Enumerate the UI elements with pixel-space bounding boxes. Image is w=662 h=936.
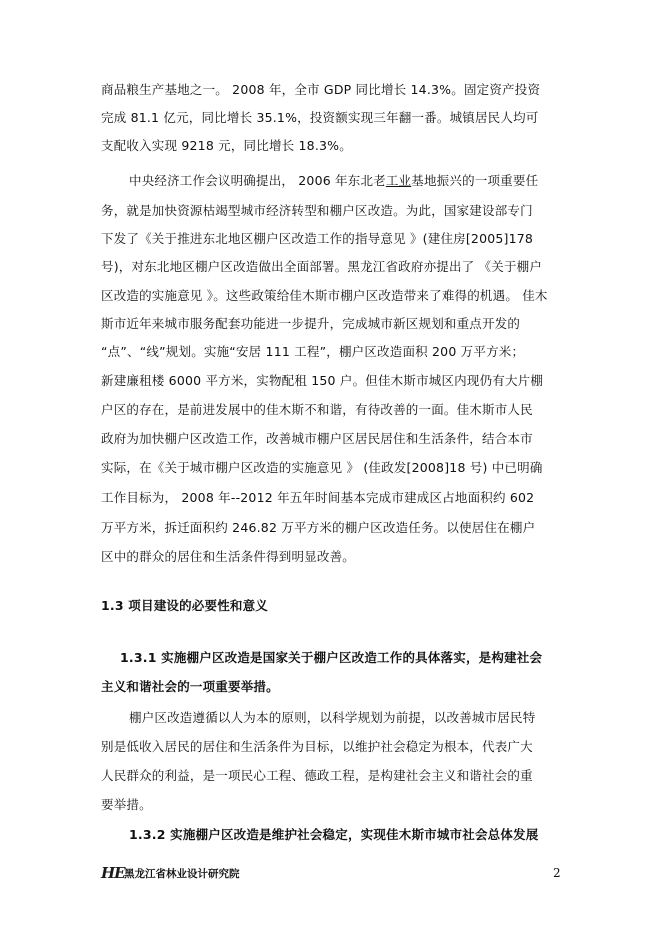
paragraph-line: 完成 81.1 亿元，同比增长 35.1%，投资额实现三年翻一番。城镇居民人均可 bbox=[101, 110, 539, 125]
paragraph-line: 要举措。 bbox=[101, 797, 152, 812]
text-span: 中央经济工作会议明确提出， 2006 年东北老 bbox=[129, 173, 386, 188]
paragraph-line: 户区的存在，是前进发展中的佳木斯不和谐，有待改善的一面。佳木斯市人民 bbox=[101, 402, 533, 417]
paragraph-line: 政府为加快棚户区改造工作，改善城市棚户区居民居住和生活条件，结合本市 bbox=[101, 431, 533, 446]
paragraph-line: 支配收入实现 9218 元，同比增长 18.3%。 bbox=[101, 138, 352, 153]
paragraph-line: “点”、“线”规划。实施“安居 111 工程”，棚户区改造面积 200 万平方米； bbox=[101, 344, 525, 359]
paragraph-line: 新建廉租楼 6000 平方米，实物配租 150 户。但佳木斯市城区内现仍有大片棚 bbox=[101, 373, 544, 388]
paragraph-line: 别是低收入居民的居住和生活条件为目标，以维护社会稳定为根本，代表广大 bbox=[101, 739, 533, 754]
page-number: 2 bbox=[553, 866, 561, 880]
subsection-heading: 主义和谐社会的一项重要举措。 bbox=[101, 679, 279, 694]
paragraph-line: 人民群众的利益，是一项民心工程、德政工程，是构建社会主义和谐社会的重 bbox=[101, 768, 533, 783]
section-heading: 1.3 项目建设的必要性和意义 bbox=[101, 598, 268, 613]
paragraph-line: 区改造的实施意见 》。这些政策给佳木斯市棚户区改造带来了难得的机遇。 佳木 bbox=[101, 288, 548, 303]
footer-organization: 黑龙江省林业设计研究院 bbox=[124, 868, 240, 880]
subsection-heading: 1.3.1 实施棚户区改造是国家关于棚户区改造工作的具体落实，是构建社会 bbox=[120, 650, 543, 665]
paragraph-line: 实际，在《关于城市棚户区改造的实施意见 》 (佳政发[2008]18 号) 中已明确 bbox=[101, 460, 543, 475]
paragraph-line: 下发了《关于推进东北地区棚户区改造工作的指导意见 》(建住房[2005]178 bbox=[101, 231, 534, 246]
subsection-heading: 1.3.2 实施棚户区改造是维护社会稳定，实现佳木斯市城市社会总体发展 bbox=[129, 827, 539, 842]
text-span: 基地振兴的一项重要任 bbox=[411, 173, 539, 188]
paragraph-line: 棚户区改造遵循以人为本的原则，以科学规划为前提，以改善城市居民特 bbox=[129, 710, 536, 725]
underlined-term: 工业 bbox=[385, 173, 412, 188]
paragraph-line: 斯市近年来城市服务配套功能进一步提升，完成城市新区规划和重点开发的 bbox=[101, 316, 521, 331]
institute-logo: HE bbox=[101, 864, 125, 882]
paragraph-line: 区中的群众的居住和生活条件得到明显改善。 bbox=[101, 549, 356, 564]
paragraph-line: 号)，对东北地区棚户区改造做出全面部署。黑龙江省政府亦提出了 《关于棚户 bbox=[101, 259, 543, 274]
paragraph-line bbox=[129, 173, 538, 189]
paragraph-line: 工作目标为， 2008 年--2012 年五年时间基本完成市建成区占地面积约 602 bbox=[101, 490, 535, 505]
paragraph-line: 万平方米，拆迁面积约 246.82 万平方米的棚户区改造任务。以使居住在棚户 bbox=[101, 520, 536, 535]
paragraph-line: 商品粮生产基地之一。 2008 年，全市 GDP 同比增长 14.3%。固定资产投资 bbox=[101, 82, 541, 97]
paragraph-line: 务，就是加快资源枯竭型城市经济转型和棚户区改造。为此，国家建设部专门 bbox=[101, 203, 533, 218]
